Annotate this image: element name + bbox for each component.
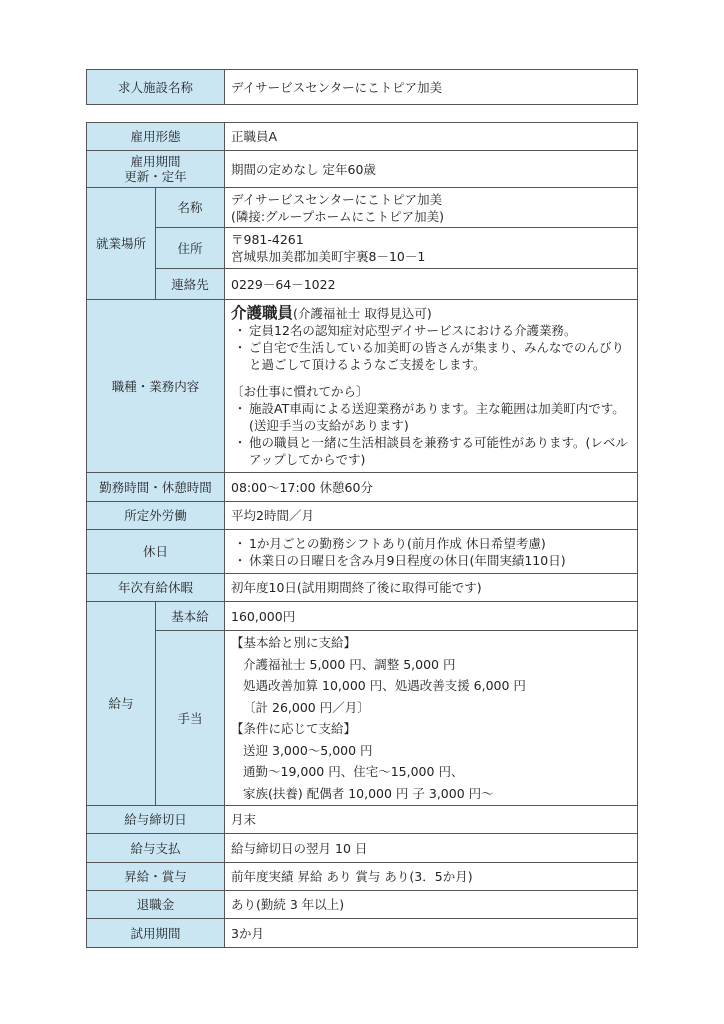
workplace-name-line2: (隣接:グループホームにこトピア加美)	[231, 208, 444, 224]
workplace-name-line1: デイサービスセンターにこトピア加美	[231, 191, 443, 207]
holiday-text: 休業日の日曜日を含み月9日程度の休日(年間実績110日)	[249, 552, 566, 568]
holiday-text: 1か月ごとの勤務シフトあり(前月作成 休日希望考慮)	[249, 535, 546, 551]
raise-bonus-row	[87, 863, 638, 891]
job-duty-item	[231, 339, 631, 373]
holidays-label: 休日	[87, 530, 225, 574]
job-title: 介護職員	[231, 303, 294, 322]
trial-row	[87, 919, 638, 948]
job-description-row	[87, 300, 638, 473]
payday-row	[87, 834, 638, 863]
hours-value: 08:00～17:00 休憩60分	[225, 473, 638, 502]
job-after-text: 他の職員と一緒に生活相談員を兼務する可能性があります。(レベルアップしてからです)	[249, 434, 628, 467]
workplace-address-value	[225, 228, 638, 269]
allowance-heading: 【基本給と別に支給】	[231, 635, 357, 650]
job-description-value	[225, 300, 638, 473]
salary-label: 給与	[87, 602, 156, 806]
employment-type-row	[87, 123, 638, 151]
job-description-label: 職種・業務内容	[87, 300, 225, 473]
allowance-total: 〔計 26,000 円／月〕	[243, 699, 370, 715]
hours-label: 勤務時間・休憩時間	[87, 473, 225, 502]
allowance-row	[87, 631, 638, 806]
raise-bonus-value: 前年度実績 昇給 あり 賞与 あり(3．5か月)	[225, 863, 638, 891]
payday-label: 給与支払	[87, 834, 225, 863]
allowance-line: 処遇改善加算 10,000 円、処遇改善支援 6,000 円	[243, 678, 526, 693]
allowance-line: 送迎 3,000～5,000 円	[243, 742, 373, 758]
job-title-note: (介護福祉士 取得見込可)	[293, 305, 432, 321]
base-salary-row	[87, 602, 638, 631]
raise-bonus-label: 昇給・賞与	[87, 863, 225, 891]
job-duty-text: 定員12名の認知症対応型デイサービスにおける介護業務。	[249, 322, 577, 338]
employment-period-label	[87, 151, 225, 188]
retirement-row	[87, 891, 638, 919]
allowance-line: 介護福祉士 5,000 円、調整 5,000 円	[243, 656, 456, 672]
employment-period-label-line1: 雇用期間	[130, 154, 181, 169]
overtime-value: 平均2時間／月	[225, 502, 638, 530]
employment-period-row	[87, 151, 638, 188]
holiday-item	[231, 535, 631, 552]
job-duty-item	[231, 322, 631, 339]
overtime-label: 所定外労働	[87, 502, 225, 530]
allowance-label: 手当	[156, 631, 225, 806]
holidays-value	[225, 530, 638, 574]
facility-table	[86, 69, 638, 105]
hours-row	[87, 473, 638, 502]
bullet-mark: ・	[233, 400, 247, 416]
employment-type-label: 雇用形態	[87, 123, 225, 151]
job-title-line	[231, 305, 631, 322]
workplace-address-label: 住所	[156, 228, 225, 269]
job-after-heading: 〔お仕事に慣れてから〕	[231, 383, 369, 399]
workplace-street-address: 宮城県加美郡加美町宇裏8－10－1	[231, 249, 426, 264]
job-after-item	[231, 434, 631, 468]
employment-period-value: 期間の定めなし 定年60歳	[225, 151, 638, 188]
allowance-heading: 【条件に応じて支給】	[231, 721, 357, 736]
job-after-text: 施設AT車両による送迎業務があります。主な範囲は加美町内です。(送迎手当の支給があります)	[249, 400, 625, 433]
workplace-name-row	[87, 188, 638, 228]
paid-leave-label: 年次有給休暇	[87, 574, 225, 602]
bullet-mark: ・	[233, 339, 247, 355]
allowance-value	[225, 631, 638, 806]
employment-period-label-line2: 更新・定年	[124, 169, 187, 184]
bullet-mark: ・	[233, 322, 247, 338]
workplace-name-value	[225, 188, 638, 228]
job-duty-text: ご自宅で生活している加美町の皆さんが集まり、みんなでのんびりと過ごして頂けるようなご支援をします。	[249, 339, 625, 372]
trial-label: 試用期間	[87, 919, 225, 948]
payday-value: 給与締切日の翌月 10 日	[225, 834, 638, 863]
bullet-mark: ・	[233, 434, 247, 450]
facility-label: 求人施設名称	[87, 70, 225, 105]
base-salary-label: 基本給	[156, 602, 225, 631]
workplace-contact-value: 0229－64－1022	[225, 269, 638, 300]
job-after-item	[231, 400, 631, 434]
bullet-mark: ・	[233, 535, 247, 551]
paid-leave-value: 初年度10日(試用期間終了後に取得可能です)	[225, 574, 638, 602]
base-salary-value: 160,000円	[225, 602, 638, 631]
cutoff-label: 給与締切日	[87, 806, 225, 834]
holidays-row	[87, 530, 638, 574]
cutoff-row	[87, 806, 638, 834]
allowance-line: 家族(扶養) 配偶者 10,000 円 子 3,000 円～	[243, 785, 494, 801]
workplace-address-row	[87, 228, 638, 269]
overtime-row	[87, 502, 638, 530]
paid-leave-row	[87, 574, 638, 602]
facility-value: デイサービスセンターにこトピア加美	[225, 70, 638, 105]
holiday-item	[231, 552, 631, 569]
bullet-mark: ・	[233, 552, 247, 568]
workplace-contact-row	[87, 269, 638, 300]
job-details-table	[86, 122, 638, 948]
trial-value: 3か月	[225, 919, 638, 948]
cutoff-value: 月末	[225, 806, 638, 834]
workplace-label: 就業場所	[87, 188, 156, 300]
workplace-name-label: 名称	[156, 188, 225, 228]
employment-type-value: 正職員A	[225, 123, 638, 151]
workplace-postal-code: 〒981-4261	[231, 232, 304, 247]
workplace-contact-label: 連絡先	[156, 269, 225, 300]
allowance-line: 通勤～19,000 円、住宅～15,000 円、	[243, 764, 464, 779]
retirement-value: あり(勤続 3 年以上)	[225, 891, 638, 919]
retirement-label: 退職金	[87, 891, 225, 919]
